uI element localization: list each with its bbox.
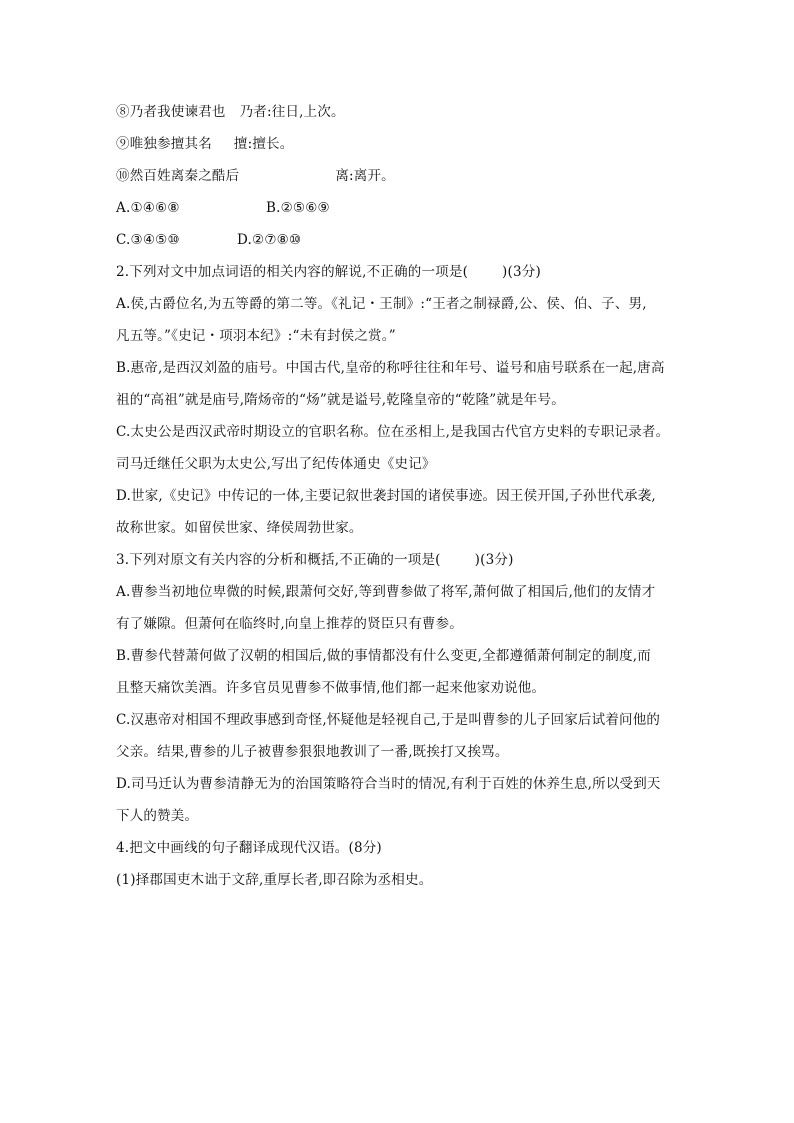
item-9 <box>116 135 293 153</box>
item-8-sentence: ⑧乃者我使谏君也 <box>116 104 226 120</box>
q4-sentence-1: (1)择郡国吏木诎于文辞,重厚长者,即召除为丞相史。 <box>116 872 433 888</box>
q2-option-c-line1: C.太史公是西汉武帝时期设立的官职名称。位在丞相上,是我国古代官方史料的专职记录者。 <box>116 424 670 440</box>
q2-stem-text: 2.下列对文中加点词语的相关内容的解说,不正确的一项是( <box>116 264 469 280</box>
q2-option-c-line2: 司马迁继任父职为太史公,写出了纪传体通史《史记》 <box>116 456 436 472</box>
q2-option-d-line1: D.世家,《史记》中传记的一体,主要记叙世袭封国的诸侯事迹。因王侯开国,子孙世代承袭, <box>116 488 656 504</box>
q1-option-d: D.②⑦⑧⑩ <box>237 232 302 248</box>
q2-option-a-line2: 凡五等。”《史记・项羽本纪》:“未有封侯之赏。” <box>116 328 396 344</box>
q2-option-b-line1: B.惠帝,是西汉刘盈的庙号。中国古代,皇帝的称呼往往和年号、谥号和庙号联系在一起,唐高 <box>116 360 665 376</box>
item-9-sentence: ⑨唯独参擅其名 <box>116 136 212 152</box>
q3-stem <box>116 551 514 569</box>
q3-option-b-line1: B.曹参代替萧何做了汉朝的相国后,做的事情都没有什么变更,全都遵循萧何制定的制度,而 <box>116 648 651 664</box>
q1-option-d-wrap <box>237 231 301 249</box>
q2-option-d-line2: 故称世家。如留侯世家、绛侯周勃世家。 <box>116 520 363 536</box>
item-10-gloss: 离:离开。 <box>335 168 395 184</box>
q3-option-d-line2: 下人的赞美。 <box>116 808 199 824</box>
q2-stem <box>116 263 541 281</box>
q1-option-a: A.①④⑥⑧ <box>116 200 180 216</box>
item-8 <box>116 103 345 121</box>
q4-stem: 4.把文中画线的句子翻译成现代汉语。(8分) <box>116 840 382 856</box>
q3-option-b-line2: 且整天痛饮美酒。许多官员见曹参不做事情,他们都一起来他家劝说他。 <box>116 680 546 696</box>
item-10 <box>116 167 395 185</box>
q3-option-d-line1: D.司马迁认为曹参清静无为的治国策略符合当时的情况,有利于百姓的休养生息,所以受到天 <box>116 776 661 792</box>
q3-option-a-line1: A.曹参当初地位卑微的时候,跟萧何交好,等到曹参做了将军,萧何做了相国后,他们的友情才 <box>116 584 656 600</box>
item-9-gloss: 擅:擅长。 <box>233 136 294 152</box>
item-8-gloss: 乃者:往日,上次。 <box>239 104 345 120</box>
q1-option-c: C.③④⑤⑩ <box>116 232 180 248</box>
q2-score: )(3分) <box>502 264 541 280</box>
q2-option-a-line1: A.侯,古爵位名,为五等爵的第二等。《礼记・王制》:“王者之制禄爵,公、侯、伯、子、男, <box>116 296 647 312</box>
q3-stem-text: 3.下列对原文有关内容的分析和概括,不正确的一项是( <box>116 552 441 568</box>
q3-option-c-line2: 父亲。结果,曹参的儿子被曹参狠狠地教训了一番,既挨打又挨骂。 <box>116 744 509 760</box>
q1-option-b: B.②⑤⑥⑨ <box>266 200 330 216</box>
q3-score: )(3分) <box>474 552 514 568</box>
q1-options-row1 <box>116 199 180 217</box>
q3-option-c-line1: C.汉惠帝对相国不理政事感到奇怪,怀疑他是轻视自己,于是叫曹参的儿子回家后试着问他的 <box>116 712 661 728</box>
q1-option-b-wrap <box>266 199 330 217</box>
item-10-sentence: ⑩然百姓离秦之酷后 <box>116 168 240 184</box>
q1-options-row2 <box>116 231 180 249</box>
q2-option-b-line2: 祖的“高祖”就是庙号,隋炀帝的“炀”就是谥号,乾隆皇帝的“乾隆”就是年号。 <box>116 392 565 408</box>
q3-option-a-line2: 有了嫌隙。但萧何在临终时,向皇上推荐的贤臣只有曹参。 <box>116 616 463 632</box>
